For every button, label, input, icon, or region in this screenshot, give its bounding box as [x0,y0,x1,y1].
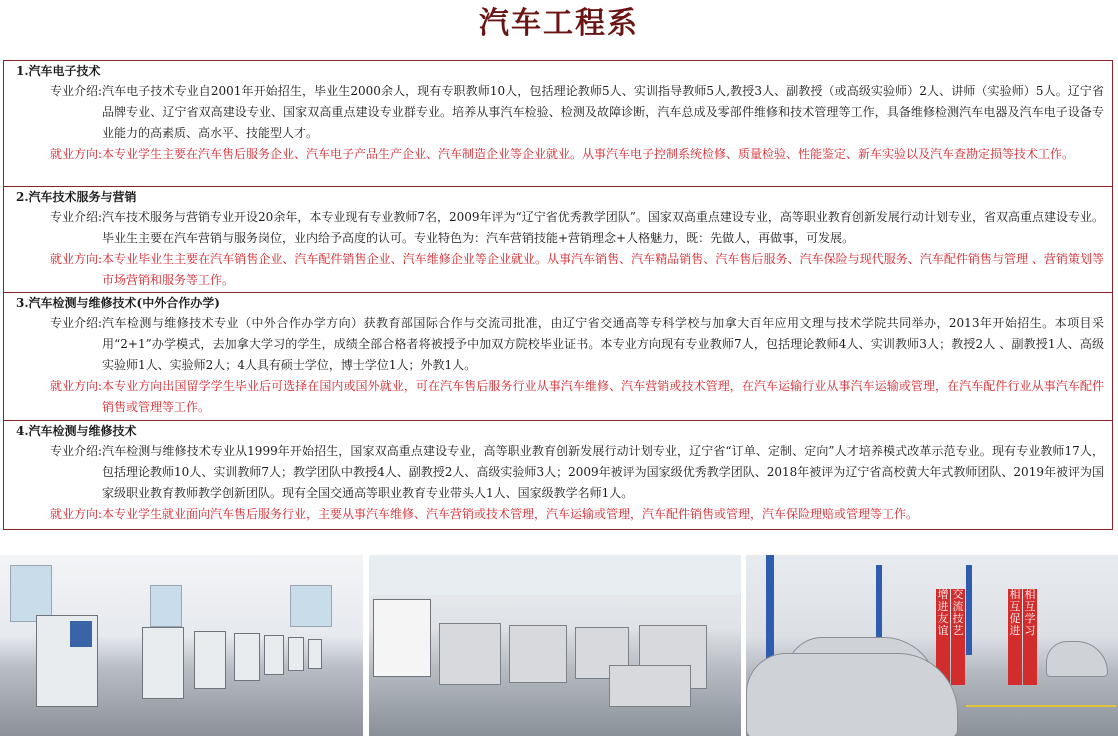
major-section-4 [4,421,1112,529]
training-bench [142,627,184,699]
career-row [16,504,1104,525]
career-text: 本专业方向出国留学学生毕业后可选择在国内或国外就业，可在汽车售后服务行业从事汽车维修、汽车营销或技术管理，在汽车运输行业从事汽车运输或管理，在汽车配件行业从事汽车配件销售或管理等工作。 [102,379,1104,414]
lab-photo-1 [0,555,363,736]
engine-bench [439,623,501,685]
career-label: 就业方向: [49,252,102,266]
intro-row [16,441,1104,504]
career-label: 就业方向: [49,147,102,161]
training-bench [288,637,304,671]
career-row [16,376,1104,418]
career-row [16,249,1104,291]
career-row [16,144,1104,165]
training-bench [308,639,322,669]
page-title: 汽车工程系 [479,6,639,41]
bench-screen [70,621,92,647]
training-bench [264,635,284,675]
intro-text: 汽车检测与维修技术专业（中外合作办学方向）获教育部国际合作与交流司批准，由辽宁省交通高等专科学校与加拿大百年应用文理与技术学院共同举办，2013年开始招生。本项目采用“2+1”办学模式，去加拿大学习的学生，成绩全部合格者将被授予中加双方院校毕业证书。本专业方向现有专业教师7人，包括理论教师4人、实训教师3人；教授2人 、副教授1人、高级实验师1人、实验师2人；4人具有硕士学位，博士学位1人；外教1人。 [102,316,1104,372]
training-bench [234,633,260,681]
career-label: 就业方向: [49,507,102,521]
car [746,653,958,736]
majors-table [3,60,1113,530]
banner-left-2: 交流技艺 [951,589,965,685]
career-text: 本专业毕业生主要在汽车销售企业、汽车配件销售企业、汽车维修企业等企业就业。从事汽车销售、汽车精品销售、汽车售后服务、汽车保险与现代服务、汽车配件销售与管理 、营销策划等市场营销和服务等工作。 [102,252,1104,287]
major-heading: 4.汽车检测与维修技术 [16,424,137,438]
major-heading: 1.汽车电子技术 [16,64,101,78]
engine-bench [609,665,691,707]
major-heading: 2.汽车技术服务与营销 [16,190,137,204]
major-section-1 [4,61,1112,187]
photo-strip [0,555,1118,736]
intro-label: 专业介绍: [49,210,102,224]
window [10,565,52,622]
major-section-2 [4,187,1112,293]
window [369,555,741,595]
career-text: 本专业学生主要在汽车售后服务企业、汽车电子产品生产企业、汽车制造企业等企业就业。从事汽车电子控制系统检修、质量检验、性能鉴定、新车实验以及汽车查勘定损等技术工作。 [102,147,1075,161]
intro-text: 汽车技术服务与营销专业开设20余年，本专业现有专业教师7名，2009年评为“辽宁省优秀教学团队”。国家双高重点建设专业，高等职业教育创新发展行动计划专业，省双高重点建设专业。毕业生主要在汽车营销与服务岗位，业内给予高度的认可。专业特色为：汽车营销技能+营销理念+人格魅力，既：先做人，再做事，可发展。 [102,210,1104,245]
intro-row [16,313,1104,376]
window [290,585,332,627]
floor-marking [966,705,1116,707]
career-label: 就业方向: [49,379,102,393]
banner-left: 增进友谊 [936,589,950,685]
career-text: 本专业学生就业面向汽车售后服务行业，主要从事汽车维修、汽车营销或技术管理，汽车运输或管理，汽车配件销售或管理，汽车保险理赔或管理等工作。 [102,507,919,521]
intro-row [16,207,1104,249]
training-bench [194,631,226,689]
intro-label: 专业介绍: [49,444,102,458]
lab-photo-3 [746,555,1118,736]
intro-text: 汽车检测与维修技术专业从1999年开始招生，国家双高重点建设专业，高等职业教育创新发展行动计划专业，辽宁省“订单、定制、定向”人才培养模式改革示范专业。现有专业教师17人，包括理论教师10人、实训教师7人；教学团队中教授4人、副教授2人、高级实验师3人；2009年被评为国家级优秀教学团队、2018年被评为辽宁省高校黄大年式教师团队、2019年被评为国家级职业教育教师教学创新团队。现有全国交通高等职业教育专业带头人1人、国家级教学名师1人。 [102,444,1104,500]
display-board [373,599,431,677]
intro-label: 专业介绍: [49,84,102,98]
car [1046,641,1108,677]
major-heading: 3.汽车检测与维修技术(中外合作办学) [16,296,220,310]
intro-row [16,81,1104,144]
banner-right: 相互促进 [1008,589,1022,685]
engine-bench [509,625,567,683]
lab-photo-2 [369,555,741,736]
major-section-3 [4,293,1112,421]
lift-pillar [966,565,972,655]
intro-label: 专业介绍: [49,316,102,330]
intro-text: 汽车电子技术专业自2001年开始招生，毕业生2000余人，现有专职教师10人，包括理论教师5人、实训指导教师5人,教授3人、副教授（或高级实验师）2人、讲师（实验师）5人。辽宁省品牌专业、辽宁省双高建设专业、国家双高重点建设专业群专业。培养从事汽车检验、检测及故障诊断，汽车总成及零部件维修和技术管理等工作，具备维修检测汽车电器及汽车电子设备专业能力的高素质、高水平、技能型人才。 [102,84,1104,140]
banner-right-2: 相互学习 [1023,589,1037,685]
window [150,585,182,627]
